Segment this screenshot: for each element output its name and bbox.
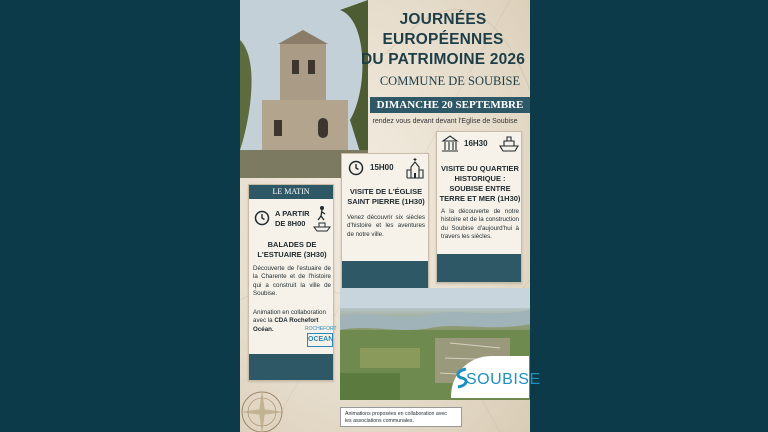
meeting-point: rendez vous devant devant l'Eglise de Soubise [372,118,518,125]
matin-title [251,240,333,260]
ocean-logo: OCEAN [307,333,333,347]
poster-title [358,10,528,70]
matin-description: Découverte de l'estuaire de la Charente et de l'histoire qui a construit la ville de Soubise. [253,265,331,298]
visit16-title-line-1: VISITE DU QUARTIER [441,164,519,173]
church-photo [240,0,368,178]
visit16-card-footer [437,254,521,282]
commune-name: COMMUNE DE SOUBISE [379,74,521,88]
clock-icon [254,210,270,226]
matin-title-line-1: BALADES DE [267,240,317,249]
matin-time-line-2: DE 8H00 [275,219,306,228]
clock-icon [348,160,364,176]
footer-line-2: les associations communales. [345,418,414,424]
matin-collab-org: CDA Rochefort Océan. [253,317,319,333]
visit16-title-line-2: HISTORIQUE : [454,174,506,183]
visit15-time: 15H00 [370,163,394,172]
visit15-description: Venez découvrir six siècles d'histoire et les aventures de notre ville. [347,214,425,238]
matin-time [275,209,310,229]
visit16-title-line-3: SOUBISE ENTRE [449,184,511,193]
card-matin [248,184,337,381]
visit16-time: 16H30 [464,139,488,148]
title-line-2: DU PATRIMOINE 2026 [360,51,526,68]
visit16-title-line-4: TERRE ET MER (1H30) [439,194,521,203]
footer-text [345,411,447,425]
card-visit-15h [341,153,429,290]
compass-rose-decoration [240,378,300,432]
footer-note [340,407,462,427]
event-poster [240,0,541,432]
visit16-title [439,164,521,204]
matin-time-line-1: A PARTIR [275,209,310,218]
ship-icon [499,135,519,152]
footer-line-1: Animations proposées en collaboration avec [345,411,447,417]
visit16-description: A la découverte de notre histoire et de la construction du Soubise d'aujourd'hui à travers les siècles. [441,208,519,241]
visit15-title [344,187,428,207]
matin-collab-line-1: Animation en collaboration [253,309,326,316]
matin-label: LE MATIN [249,185,333,199]
matin-title-line-2: L'ESTUAIRE (3H30) [257,250,327,259]
historic-building-icon [441,135,459,152]
visit15-title-line-1: VISITE DE L'ÉGLISE [349,187,423,196]
visit15-card-footer [342,261,428,289]
title-line-1: JOURNÉES EUROPÉENNES [382,11,504,48]
ocean-logo-top: ROCHEFORT [305,326,337,332]
date-banner: DIMANCHE 20 SEPTEMBRE [370,97,530,113]
hiker-boat-icon [313,205,331,233]
matin-card-footer [249,354,333,380]
matin-collab-line-2: avec la [253,317,273,325]
card-visit-16h30 [436,131,522,283]
visit15-title-line-2: SAINT PIERRE (1H30) [347,197,425,206]
soubise-logo: SOUBISE [466,371,541,388]
church-icon [406,157,424,179]
